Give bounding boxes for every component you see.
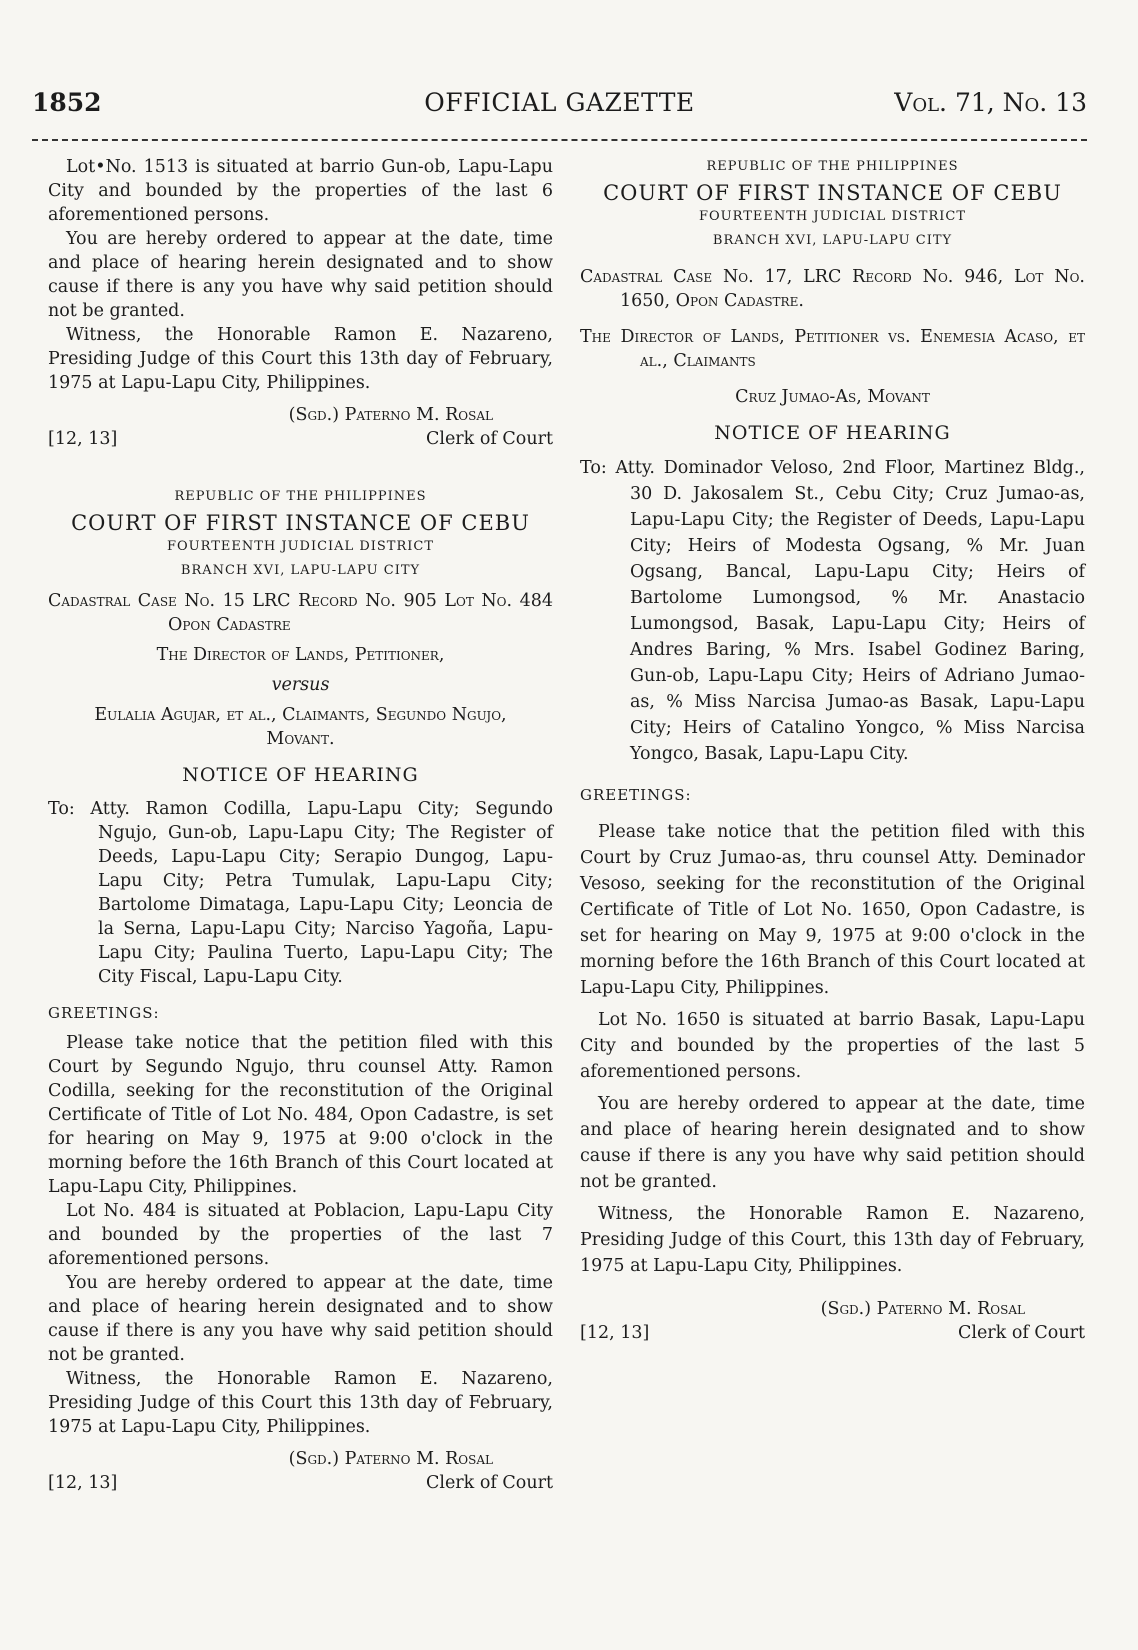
- republic-heading: REPUBLIC OF THE PHILIPPINES: [174, 489, 427, 504]
- addressees: [580, 455, 1085, 767]
- parties-line: The Director of Lands, Petitioner vs. Enemesia Acaso, et al., Claimants: [580, 327, 1085, 371]
- to-label: To:: [48, 799, 75, 819]
- issue-reference: [12, 13]: [48, 429, 118, 449]
- signatory-name: (Sgd.) Paterno M. Rosal: [820, 1299, 1025, 1319]
- header-divider: [32, 139, 1087, 141]
- paragraph: Please take notice that the petition filed with this Court by Segundo Ngujo, thru counsel Atty. Ramon Codilla, seeking for the reconstitution of the Original Certificate of Title of Lot No. 484, Opon Cadastre, is set for hearing on May 9, 1975 at 9:00 o'clock in the morning before the 16th Branch of this Court located at Lapu-Lapu City, Philippines.: [48, 1033, 553, 1197]
- republic-heading: REPUBLIC OF THE PHILIPPINES: [706, 159, 959, 174]
- signatory-name: (Sgd.) Paterno M. Rosal: [288, 1449, 493, 1469]
- versus-line: versus: [271, 675, 330, 695]
- paragraph: Lot•No. 1513 is situated at barrio Gun-ob, Lapu-Lapu City and bounded by the properties of the last 6 aforementioned persons.: [48, 157, 553, 225]
- left-column: [48, 155, 553, 1501]
- court-title: COURT OF FIRST INSTANCE OF CEBU: [71, 511, 530, 535]
- notice-title: NOTICE OF HEARING: [182, 764, 419, 786]
- signature-block: [48, 1447, 553, 1501]
- signature-block: [48, 403, 553, 457]
- page-number: 1852: [32, 88, 102, 117]
- paragraph: You are hereby ordered to appear at the date, time and place of hearing herein designated and to show cause if there is any you have why said petition should not be granted.: [48, 1273, 553, 1365]
- signatory-name: (Sgd.) Paterno M. Rosal: [288, 405, 493, 425]
- signatory-title: Clerk of Court: [425, 429, 553, 449]
- paragraph: Witness, the Honorable Ramon E. Nazareno, Presiding Judge of this Court, this 13th day of February, 1975 at Lapu-Lapu City, Philippines.: [580, 1204, 1085, 1276]
- publication-title: OFFICIAL GAZETTE: [424, 88, 695, 117]
- district-heading: FOURTEENTH JUDICIAL DISTRICT: [167, 539, 434, 554]
- court-title: COURT OF FIRST INSTANCE OF CEBU: [603, 181, 1062, 205]
- branch-heading: BRANCH XVI, LAPU-LAPU CITY: [712, 233, 953, 248]
- right-column: [580, 155, 1085, 1351]
- signatory-title: Clerk of Court: [957, 1323, 1085, 1343]
- paragraph: Please take notice that the petition filed with this Court by Cruz Jumao-as, thru counsel Atty. Deminador Vesoso, seeking for the reconstitution of the Original Certificate of Title of Lot No. 1650, Opon Cadastre, is set for hearing on May 9, 1975 at 9:00 o'clock in the morning before the 16th Branch of this Court located at Lapu-Lapu City, Philippines.: [580, 822, 1085, 998]
- paragraph: Witness, the Honorable Ramon E. Nazareno, Presiding Judge of this Court this 13th day of February, 1975 at Lapu-Lapu City, Philippines.: [48, 1369, 553, 1437]
- paragraph: You are hereby ordered to appear at the date, time and place of hearing herein designated and to show cause if there is any you have why said petition should not be granted.: [580, 1094, 1085, 1192]
- paragraph: You are hereby ordered to appear at the date, time and place of hearing herein designated and to show cause if there is any you have why said petition should not be granted.: [48, 229, 553, 321]
- case-caption: Cadastral Case No. 15 LRC Record No. 905 Lot No. 484 Opon Cadastre: [48, 591, 553, 635]
- addressees: [48, 797, 553, 989]
- case-caption: Cadastral Case No. 17, LRC Record No. 946, Lot No. 1650, Opon Cadastre.: [580, 267, 1085, 311]
- petitioner-line: The Director of Lands, Petitioner,: [156, 645, 445, 665]
- branch-heading: BRANCH XVI, LAPU-LAPU CITY: [180, 563, 421, 578]
- paragraph: Witness, the Honorable Ramon E. Nazareno, Presiding Judge of this Court this 13th day of February, 1975 at Lapu-Lapu City, Philippines.: [48, 325, 553, 393]
- district-heading: FOURTEENTH JUDICIAL DISTRICT: [699, 209, 966, 224]
- volume-number: Vol. 71, No. 13: [894, 88, 1087, 117]
- greetings-label: GREETINGS:: [580, 786, 692, 804]
- page-header: [32, 88, 1087, 128]
- notice-title: NOTICE OF HEARING: [714, 422, 951, 444]
- greetings-label: GREETINGS:: [48, 1004, 160, 1022]
- issue-reference: [12, 13]: [48, 1473, 118, 1493]
- paragraph: Lot No. 1650 is situated at barrio Basak, Lapu-Lapu City and bounded by the properties of the last 5 aforementioned persons.: [580, 1010, 1085, 1082]
- issue-reference: [12, 13]: [580, 1323, 650, 1343]
- movant-line: Cruz Jumao-As, Movant: [735, 387, 930, 407]
- paragraph: Lot No. 484 is situated at Poblacion, Lapu-Lapu City and bounded by the properties of the last 7 aforementioned persons.: [48, 1201, 553, 1269]
- signature-block: [580, 1297, 1085, 1351]
- addressee-list: Atty. Ramon Codilla, Lapu-Lapu City; Segundo Ngujo, Gun-ob, Lapu-Lapu City; The Register of Deeds, Lapu-Lapu City; Serapio Dungog, Lapu-Lapu City; Petra Tumulak, Lapu-Lapu City; Bartolome Dimataga, Lapu-Lapu City; Leoncia de la Serna, Lapu-Lapu City; Narciso Yagoña, Lapu-Lapu City; Paulina Tuerto, Lapu-Lapu City; The City Fiscal, Lapu-Lapu City.: [90, 799, 553, 987]
- signatory-title: Clerk of Court: [425, 1473, 553, 1493]
- to-label: To:: [580, 458, 607, 478]
- claimants-line: Eulalia Agujar, et al., Claimants, Segundo Ngujo, Movant.: [94, 705, 507, 749]
- addressee-list: Atty. Dominador Veloso, 2nd Floor, Martinez Bldg., 30 D. Jakosalem St., Cebu City; Cruz Jumao-as, Lapu-Lapu City; the Register of Deeds, Lapu-Lapu City; Heirs of Modesta Ogsang, % Mr. Juan Ogsang, Bancal, Lapu-Lapu City; Heirs of Bartolome Lumongsod, % Mr. Anastacio Lumongsod, Basak, Lapu-Lapu City; Heirs of Andres Baring, % Mrs. Isabel Godinez Baring, Gun-ob, Lapu-Lapu City; Heirs of Adriano Jumao-as, % Miss Narcisa Jumao-as Basak, Lapu-Lapu City; Heirs of Catalino Yongco, % Miss Narcisa Yongco, Basak, Lapu-Lapu City.: [615, 458, 1085, 764]
